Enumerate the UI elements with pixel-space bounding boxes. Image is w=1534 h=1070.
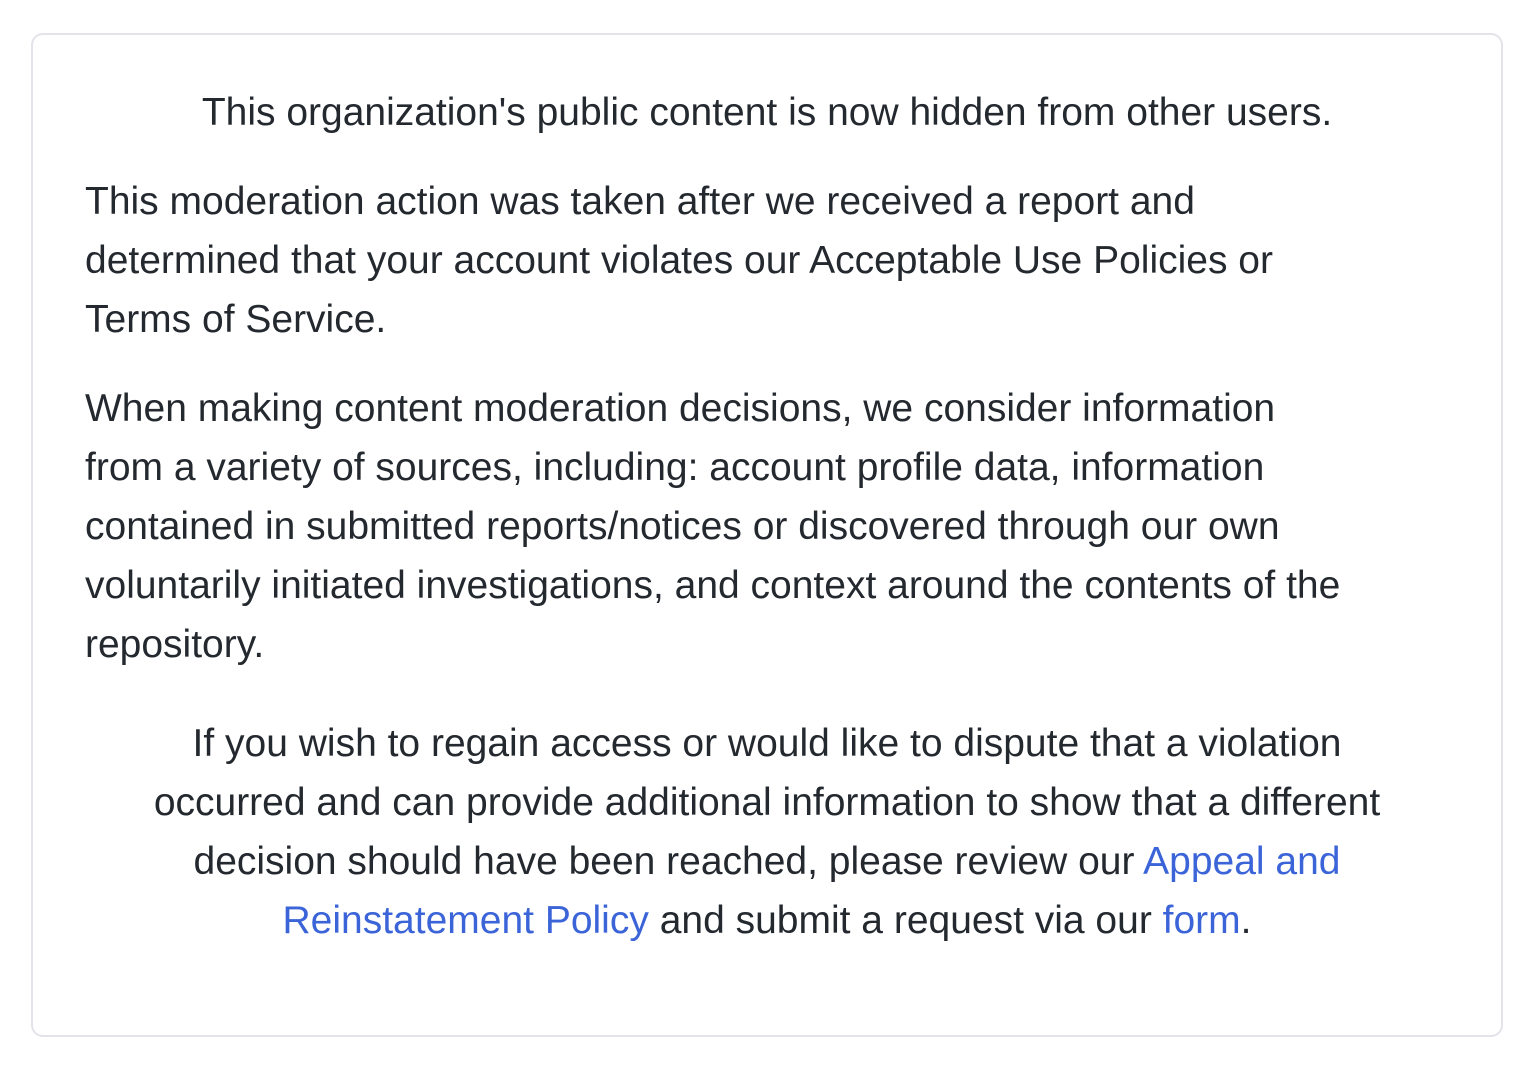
notice-intro-text: This organization's public content is now hidden from other users. bbox=[201, 91, 1333, 134]
notice-moderation-paragraph bbox=[85, 172, 1449, 349]
notice-decisions-paragraph bbox=[85, 379, 1449, 674]
appeal-policy-link[interactable]: Reinstatement Policy bbox=[282, 899, 649, 942]
text-line: If you wish to regain access or would like to dispute that a violation bbox=[192, 722, 1342, 765]
text-line: repository. bbox=[85, 623, 265, 666]
notice-appeal-paragraph bbox=[85, 714, 1449, 950]
sentence-period: . bbox=[1240, 899, 1252, 942]
text-line: When making content moderation decisions, we consider information bbox=[85, 387, 1276, 430]
text-line: Terms of Service. bbox=[85, 298, 387, 341]
text-line: from a variety of sources, including: account profile data, information bbox=[85, 446, 1265, 489]
text-line bbox=[85, 891, 1449, 950]
appeal-sentence-text: and submit a request via our bbox=[648, 899, 1163, 942]
appeal-sentence-text: decision should have been reached, please review our bbox=[193, 840, 1144, 883]
form-link[interactable]: form bbox=[1162, 899, 1241, 942]
text-line bbox=[85, 832, 1449, 891]
notice-intro-paragraph bbox=[85, 83, 1449, 142]
text-line: This moderation action was taken after we received a report and bbox=[85, 180, 1195, 223]
text-line: contained in submitted reports/notices or discovered through our own bbox=[85, 505, 1280, 548]
text-line: voluntarily initiated investigations, and context around the contents of the bbox=[85, 564, 1341, 607]
appeal-policy-link[interactable]: Appeal and bbox=[1143, 840, 1341, 883]
text-line: occurred and can provide additional information to show that a different bbox=[153, 781, 1381, 824]
text-line: determined that your account violates our Acceptable Use Policies or bbox=[85, 239, 1273, 282]
moderation-notice-card bbox=[31, 33, 1503, 1037]
